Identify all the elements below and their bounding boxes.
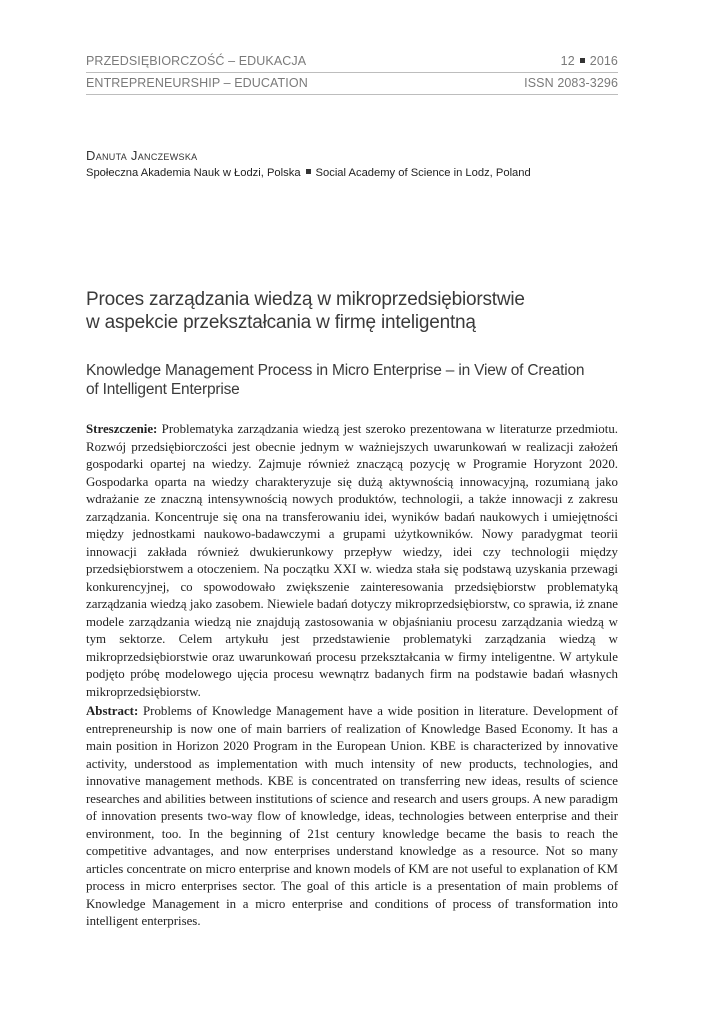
- abstract-pl-text: Problematyka zarządzania wiedzą jest szeroko prezentowana w literaturze przedmiotu. Rozwój przedsiębiorczości jest obecnie jednym w ważniejszych uwarunkowań w realizacji założeń gospodarki opartej na wiedzy. Zajmuje również znaczącą pozycję w Programie Horyzont 2020. Gospodarka oparta na wiedzy charakteryzuje się dużą aktywnością innowacyjną, rozumianą jako wdrażanie ze znaczną intensywnością nowych produktów, technologii, a także innowacji z zakresu zarządzania. Koncentruje się ona na transferowaniu idei, wyników badań naukowych i umiejętności między jednostkami naukowo-badawczymi a grupami użytkowników. Nowy paradygmat teorii innowacji zakłada również dwukierunkowy przepływ wiedzy, idei czy technologii między przedsiębiorstwem a otoczeniem. Na początku XXI w. wiedza stała się podstawą uzyskania przewagi konkurencyjnej, co spowodowało zwiększenie zainteresowania przedsiębiorstw problematyką zarządzania wiedzą jako zasobem. Niewiele badań dotyczy mikroprzedsiębiorstw, co sprawia, iż znane modele zarządzania wiedzą nie znajdują zastosowania w objaśnianiu procesu zarządzania wiedzą w tym sektorze. Celem artykułu jest przedstawienie problematyki zarządzania wiedzą w mikroprzedsiębiorstwie oraz uwarunkowań procesu przekształcania w firmy inteligentne. W artykule podjęto próbę modelowego ujęcia procesu wewnątrz badanych firm na podstawie badań własnych mikroprzedsiębiorstw.: [86, 422, 618, 699]
- abstract-en-label: Abstract:: [86, 704, 139, 718]
- author-affiliation: [86, 167, 531, 179]
- journal-header-row-2: [86, 76, 618, 90]
- journal-header-row-1: [86, 54, 618, 68]
- header-divider: [86, 72, 618, 73]
- title-pl-line-2: w aspekcie przekształcania w firmę inteligentną: [86, 312, 476, 333]
- abstract-pl-label: Streszczenie:: [86, 422, 158, 436]
- author-name: Danuta Janczewska: [86, 148, 198, 163]
- title-pl-line-1: Proces zarządzania wiedzą w mikroprzedsiębiorstwie: [86, 289, 525, 310]
- year: 2016: [589, 54, 618, 68]
- separator-square-icon: [580, 58, 585, 63]
- issn: ISSN 2083-3296: [524, 76, 618, 90]
- abstract-en-text: Problems of Knowledge Management have a wide position in literature. Development of entrepreneurship is now one of main barriers of realization of Knowledge Based Economy. It has a main position in Horizon 2020 Program in the European Union. KBE is characterized by innovative activity, understood as implementation with much intensity of new products, technologies, and innovative management methods. KBE is concentrated on transferring new ideas, results of science researches and abilities between institutions of science and research and users groups. A new paradigm of innovation presents two-way flow of knowledge, ideas, technologies between enterprise and their environment, too. In the beginning of 21st century knowledge became the basis to reach the competitive advantages, and now enterprises understand knowledge as a resource. Not so many articles concentrate on micro enterprise and known models of KM are not useful to explanation of KM process in micro enterprises sector. The goal of this article is a presentation of main problems of Knowledge Management in a micro enterprise and conditions of process of transformation into intelligent enterprises.: [86, 704, 618, 928]
- separator-square-icon: [306, 169, 311, 174]
- affiliation-en: Social Academy of Science in Lodz, Poland: [315, 167, 531, 179]
- header-divider: [86, 94, 618, 95]
- journal-title-pl: PRZEDSIĘBIORCZOŚĆ – EDUKACJA: [86, 54, 307, 68]
- title-en-line-1: Knowledge Management Process in Micro Enterprise – in View of Creation: [86, 362, 585, 379]
- article-title-en: [86, 361, 626, 399]
- abstract-pl: [86, 421, 618, 701]
- issue-number: 12: [560, 54, 575, 68]
- affiliation-pl: Społeczna Akademia Nauk w Łodzi, Polska: [86, 167, 301, 179]
- journal-title-en: ENTREPRENEURSHIP – EDUCATION: [86, 76, 308, 90]
- article-title-pl: [86, 288, 626, 334]
- abstract-en: [86, 703, 618, 931]
- title-en-line-2: of Intelligent Enterprise: [86, 381, 240, 398]
- issue-year: [561, 54, 618, 68]
